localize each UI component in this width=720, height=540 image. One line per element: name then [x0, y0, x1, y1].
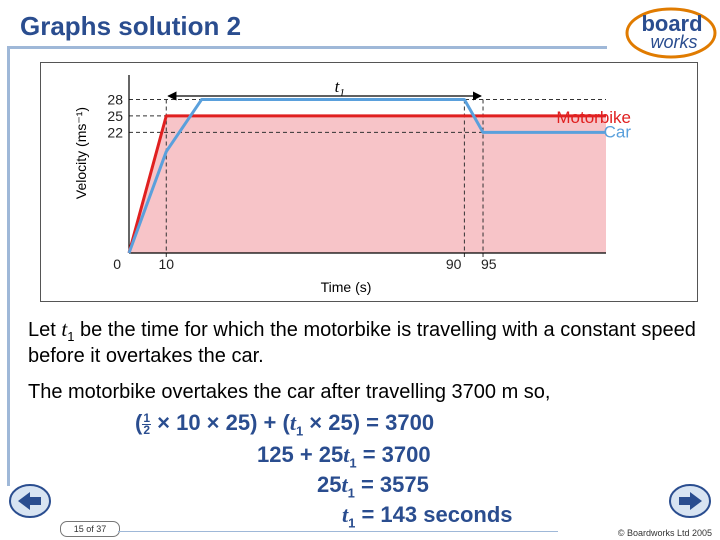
eq2-end: = 3700 — [356, 442, 431, 467]
t1-label-main: t — [334, 77, 340, 96]
chart-panel — [40, 62, 698, 302]
logo-bottom-text: works — [650, 32, 698, 52]
p1-text-a: Let — [28, 319, 62, 341]
eq1-open: ( — [135, 410, 143, 435]
frame-top-border — [7, 46, 607, 49]
eq3-subscript: 1 — [347, 485, 355, 501]
y-tick-label-22: 22 — [107, 124, 123, 141]
fraction-one-half — [142, 410, 151, 437]
previous-slide-button[interactable] — [8, 483, 52, 519]
eq1-variable: t — [289, 410, 296, 435]
p1-text-b: be the time for which the motorbike is travelling with a constant speed before it overtakes the car. — [28, 319, 696, 367]
velocity-time-chart — [41, 63, 697, 301]
x-tick-label-0: 0 — [113, 256, 121, 272]
copyright-text: © Boardworks Ltd 2005 — [617, 528, 712, 538]
eq4-subscript: 1 — [348, 515, 356, 531]
eq3-variable: t — [341, 472, 348, 497]
equation-line-4 — [342, 502, 513, 531]
x-tick-label-90: 90 — [445, 256, 462, 272]
x-axis-label: Time (s) — [320, 279, 372, 295]
eq1-subscript: 1 — [295, 423, 304, 439]
t1-label-subscript: 1 — [339, 87, 345, 99]
eq3-start: 25 — [317, 472, 342, 497]
eq4-variable: t — [342, 502, 349, 527]
y-tick-label-28: 28 — [107, 91, 123, 108]
page-number: 15 of 37 — [60, 521, 120, 537]
equation-line-3 — [317, 472, 429, 501]
page-title: Graphs solution 2 — [20, 11, 242, 41]
eq1-end: × 25) = 3700 — [303, 410, 435, 435]
eq1-middle: × 10 × 25) + ( — [151, 410, 290, 435]
y-axis-label: Velocity (ms⁻¹) — [73, 106, 89, 200]
equation-line-2 — [257, 442, 431, 471]
eq2-subscript: 1 — [349, 455, 357, 471]
explanation-text — [28, 316, 708, 415]
eq4-end: = 143 seconds — [355, 502, 513, 527]
frame-left-border — [7, 46, 10, 486]
x-tick-label-10: 10 — [158, 256, 175, 272]
x-tick-label-95: 95 — [481, 256, 497, 272]
paragraph-1 — [28, 316, 708, 369]
legend-label-car: Car — [603, 122, 631, 142]
next-slide-button[interactable] — [668, 483, 712, 519]
paragraph-2: The motorbike overtakes the car after travelling 3700 m so, — [28, 381, 551, 403]
motorbike-area-shading — [129, 116, 606, 253]
t1-annotation-label — [335, 77, 345, 99]
eq3-end: = 3575 — [354, 472, 429, 497]
boardworks-logo — [624, 4, 718, 60]
y-tick-label-25: 25 — [107, 107, 123, 124]
legend-label-motorbike: Motorbike — [556, 107, 631, 127]
footer-divider — [118, 531, 558, 532]
logo-top-text: board — [641, 11, 703, 36]
eq2-variable: t — [343, 442, 350, 467]
p1-subscript: 1 — [67, 329, 75, 344]
p1-variable: t — [61, 317, 68, 341]
fraction-denominator: 2 — [143, 422, 151, 437]
fraction-numerator: 1 — [143, 410, 151, 425]
equation-line-1 — [135, 410, 435, 439]
eq2-start: 125 + 25 — [257, 442, 344, 467]
